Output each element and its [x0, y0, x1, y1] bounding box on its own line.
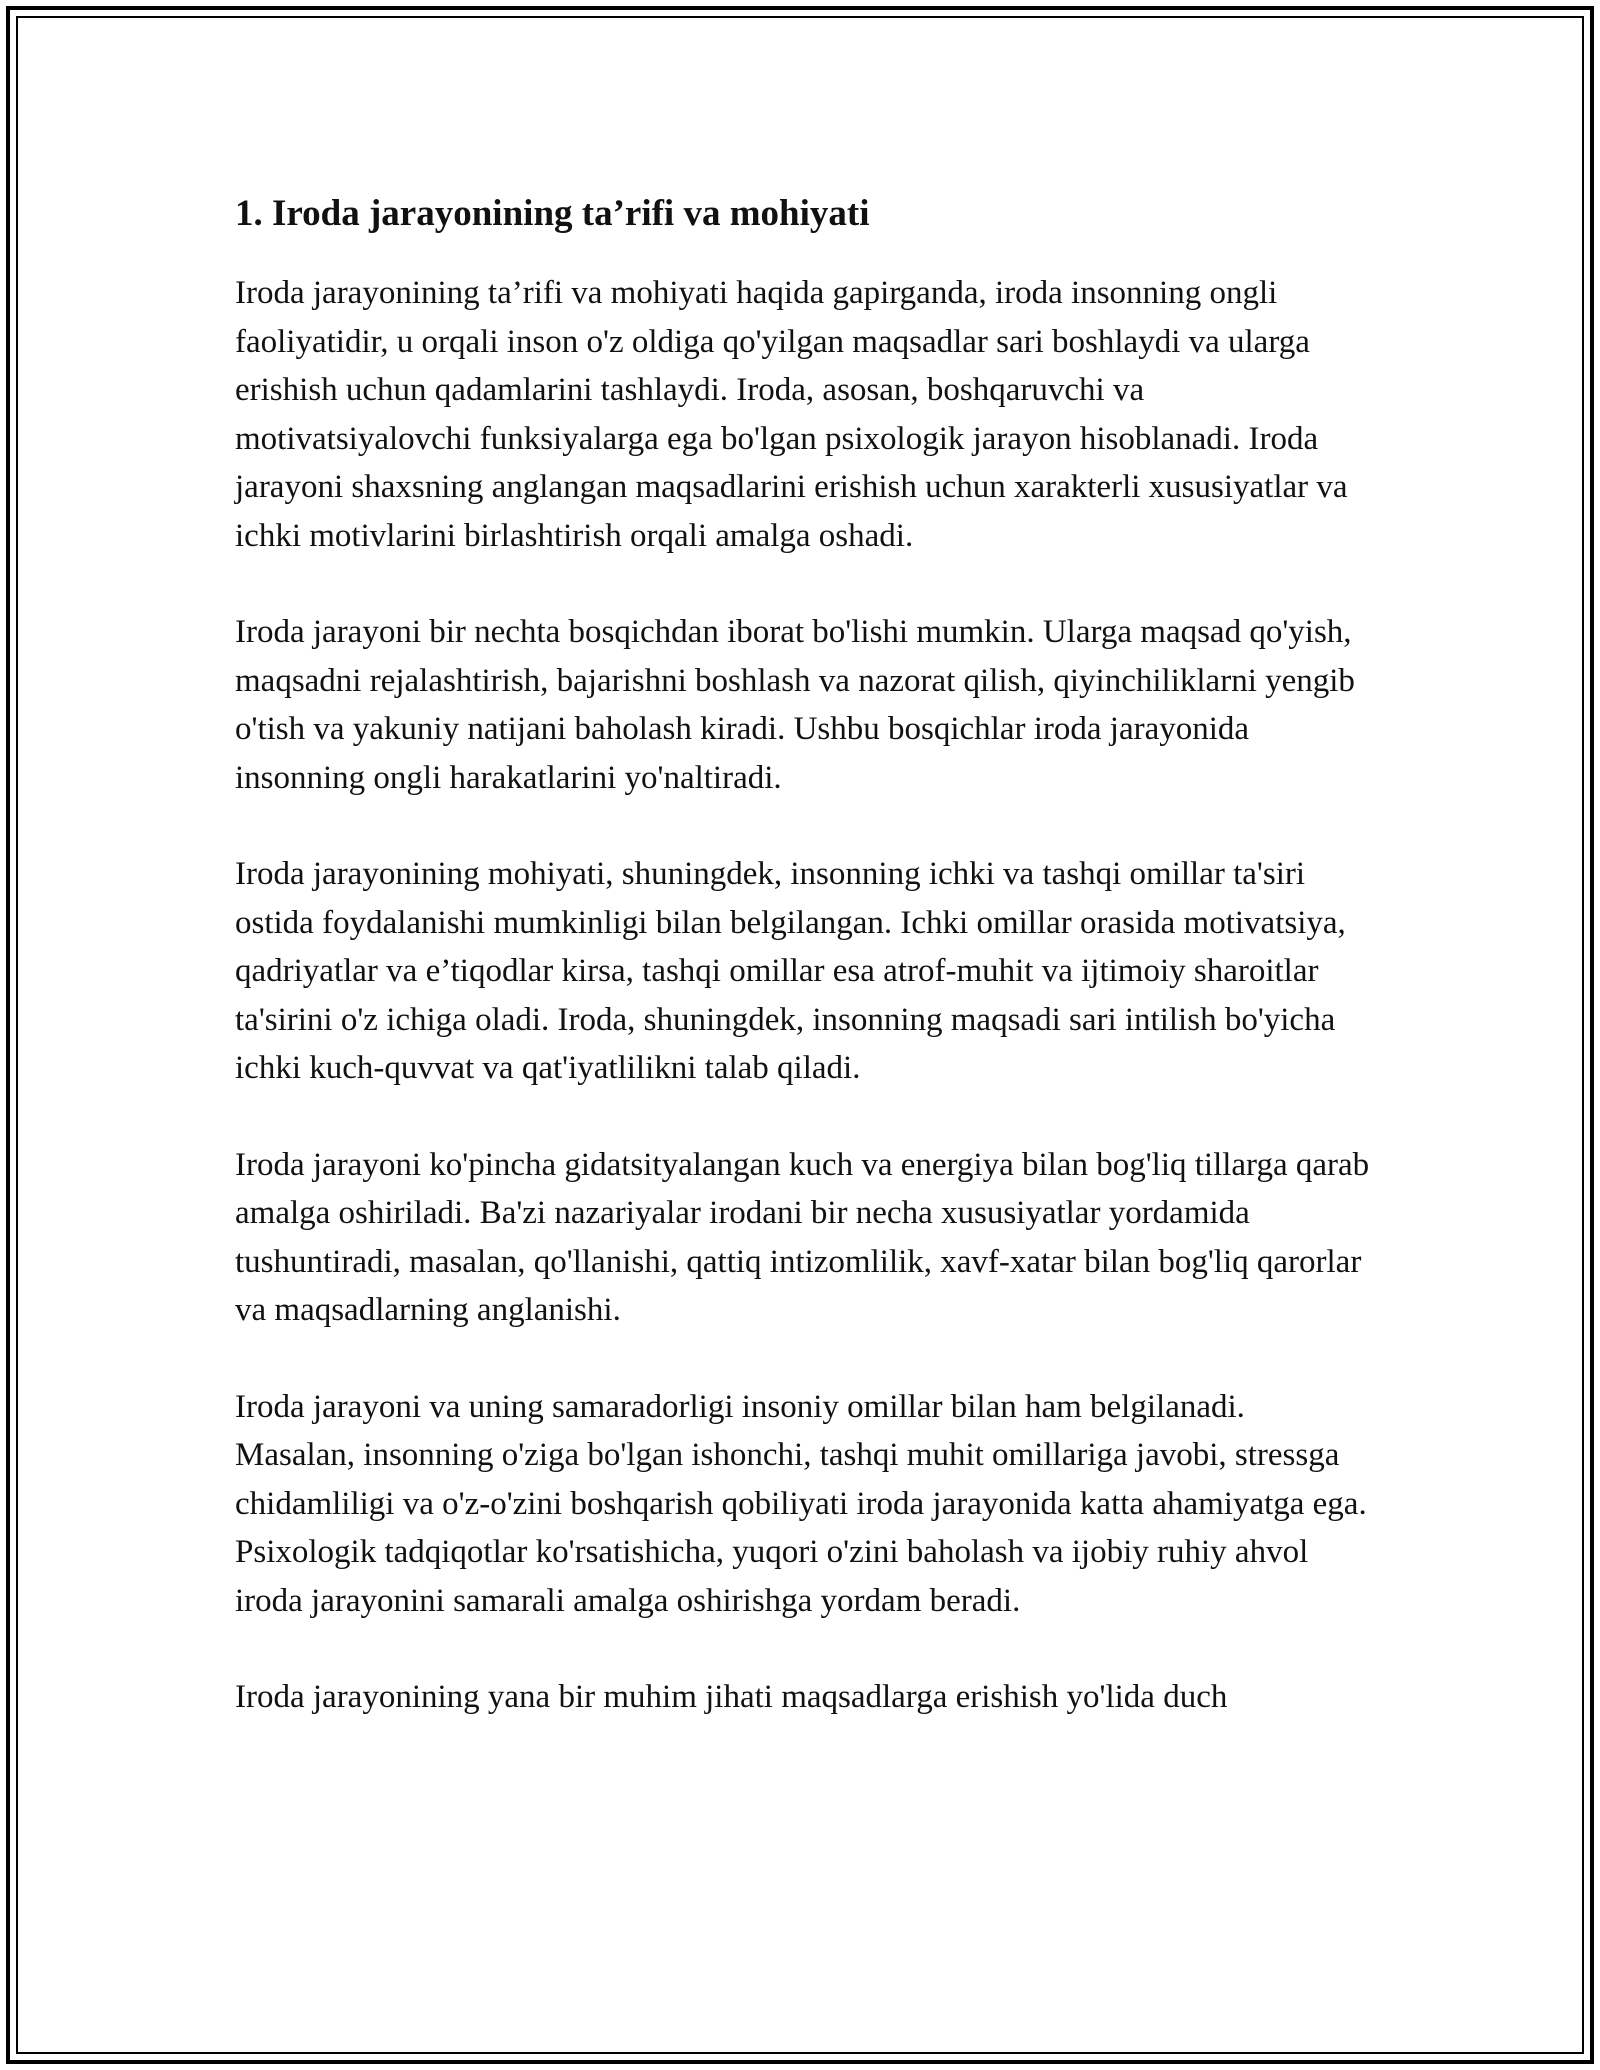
paragraph-5: Iroda jarayoni va uning samaradorligi insoniy omillar bilan ham belgilanadi. Masalan, insonning o'ziga bo'lgan ishonchi, tashqi muhit omillariga javobi, stressga chidamliligi va o'z-o'zini boshqarish qobiliyati iroda jarayonida katta ahamiyatga ega. Psixologik tadqiqotlar ko'rsatishicha, yuqori o'zini baholash va ijobiy ruhiy ahvol iroda jarayonini samarali amalga oshirishga yordam beradi. — [235, 1388, 1367, 1619]
paragraph-6: Iroda jarayonining yana bir muhim jihati maqsadlarga erishish yo'lida duch — [235, 1679, 1228, 1715]
document-body — [235, 185, 1370, 1770]
paragraph-2: Iroda jarayoni bir nechta bosqichdan iborat bo'lishi mumkin. Ularga maqsad qo'yish, maqsadni rejalashtirish, bajarishni boshlash va nazorat qilish, qiyinchiliklarni yengib o'tish va yakuniy natijani baholash kiradi. Ushbu bosqichlar iroda jarayonida insonning ongli harakatlarini yo'naltiradi. — [235, 614, 1355, 796]
paragraph-4: Iroda jarayoni ko'pincha gidatsityalangan kuch va energiya bilan bog'liq tillarga qarab amalga oshiriladi. Ba'zi nazariyalar irodani bir necha xususiyatlar yordamida tushuntiradi, masalan, qo'llanishi, qattiq intizomlilik, xavf-xatar bilan bog'liq qarorlar va maqsadlarning anglanishi. — [235, 1146, 1370, 1328]
section-heading: 1. Iroda jarayonining ta’rifi va mohiyati — [235, 193, 870, 234]
paragraph-3: Iroda jarayonining mohiyati, shuningdek, insonning ichki va tashqi omillar ta'siri ostida foydalanishi mumkinligi bilan belgilangan. Ichki omillar orasida motivatsiya, qadriyatlar va e’tiqodlar kirsa, tashqi omillar esa atrof-muhit va ijtimoiy sharoitlar ta'sirini o'z ichiga oladi. Iroda, shuningdek, insonning maqsadi sari intilish bo'yicha ichki kuch-quvvat va qat'iyatlilikni talab qiladi. — [235, 856, 1346, 1086]
paragraph-1: Iroda jarayonining ta’rifi va mohiyati haqida gapirganda, iroda insonning ongli faoliyatidir, u orqali inson o'z oldiga qo'yilgan maqsadlar sari boshlaydi va ularga erishish uchun qadamlarini tashlaydi. Iroda, asosan, boshqaruvchi va motivatsiyalovchi funksiyalarga ega bo'lgan psixologik jarayon hisoblanadi. Iroda jarayoni shaxsning anglangan maqsadlarini erishish uchun xarakterli xususiyatlar va ichki motivlarini birlashtirish orqali amalga oshadi. — [235, 275, 1348, 554]
